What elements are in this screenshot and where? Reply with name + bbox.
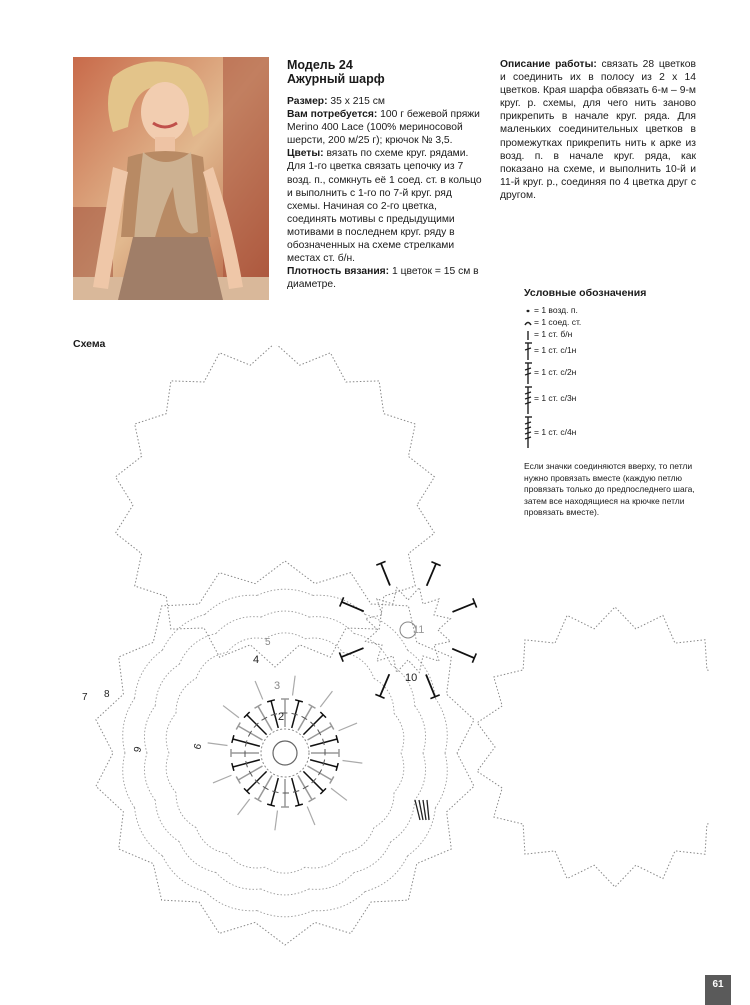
schema-label: Схема xyxy=(73,338,106,350)
crochet-diagram xyxy=(60,345,710,975)
row-number-8: 8 xyxy=(104,689,110,700)
flowers-value: вязать по схеме круг. рядами. Для 1-го цветка связать цепочку из 7 возд. п., сомкнуть её 1 соед. ст. в кольцо и выполнить с 1-го по 7-й круг. ряд схемы. Начиная со 2-го цветка, соединять мотивы с предыдущими мотивами в последнем круг. ряду в обозначенных на схеме стрелками местах ст. б/н. xyxy=(287,148,482,265)
motif-outlines xyxy=(96,345,710,945)
model-title: Модель 24 xyxy=(287,58,353,72)
row-number-7: 7 xyxy=(82,692,88,703)
size-label: Размер: xyxy=(287,96,328,107)
work-description xyxy=(500,58,696,202)
flowers-paragraph xyxy=(287,147,487,265)
legend-item: = 1 ст. с/1н xyxy=(524,345,714,367)
row-number-6: 6 xyxy=(192,742,205,751)
size-value: 35 x 215 см xyxy=(327,96,385,107)
work-label: Описание работы: xyxy=(500,59,597,70)
row-number-10: 10 xyxy=(405,672,418,684)
model-subtitle: Ажурный шарф xyxy=(287,72,385,86)
materials-paragraph xyxy=(287,108,487,147)
density-label: Плотность вязания: xyxy=(287,266,390,278)
size-paragraph xyxy=(287,95,487,108)
legend-item: = 1 ст. б/н xyxy=(524,329,714,341)
legend-item: = 1 ст. с/3н xyxy=(524,393,714,427)
specs-column xyxy=(287,58,487,291)
legend-item: = 1 возд. п. xyxy=(524,305,714,317)
row-number-9: 9 xyxy=(132,745,145,754)
model-photo xyxy=(73,57,269,300)
materials-value: 100 г бежевой пряжи Merino 400 Lace (100% мериносовой шерсти, 200 м/25 г); крючок № 3,5. xyxy=(287,109,480,147)
legend-item: = 1 ст. с/4н xyxy=(524,427,714,453)
row-number-3: 3 xyxy=(274,680,281,692)
legend-item: = 1 соед. ст. xyxy=(524,317,714,329)
row-number-11: 11 xyxy=(413,624,425,636)
row-number-4: 4 xyxy=(253,654,260,666)
single-crochet-icon xyxy=(524,329,532,341)
row-number-2: 2 xyxy=(278,711,285,723)
materials-label: Вам потребуется: xyxy=(287,109,378,121)
page-number: 61 xyxy=(705,975,731,1005)
legend-title: Условные обозначения xyxy=(524,287,647,299)
row-number-5: 5 xyxy=(265,637,271,648)
density-paragraph xyxy=(287,265,487,291)
chain-stitch-icon xyxy=(524,305,532,317)
connector-motif-stitches xyxy=(339,561,476,820)
legend-item: = 1 ст. с/2н xyxy=(524,367,714,393)
work-text: связать 28 цветков и соединить их в полосу из 2 x 14 цветков. Края шарфа обвязать 6-м – 9-м круг. р. схемы, для чего нить заново прикрепить в начале круг. ряда. Для маленьких соединительных цветков в промежутках прикрепить нить к арке из возд. п. в начале круг. ряда, как показано на схеме, и выполнить 10-й и 11-й круг. р., соединяя по 4 цветка друг с другом. xyxy=(500,59,697,201)
slip-stitch-icon xyxy=(524,317,532,329)
flowers-label: Цветы: xyxy=(287,148,324,160)
center-motif-stitches xyxy=(208,676,363,831)
density-value: 1 цветок = 15 см в диаметре. xyxy=(287,266,479,291)
legend-note: Если значки соединяются вверху, то петли нужно провязать вместе (каждую петлю провязать только до предпоследнего шага, затем все находящиеся на крючке петли провязать вместе). xyxy=(524,461,695,517)
